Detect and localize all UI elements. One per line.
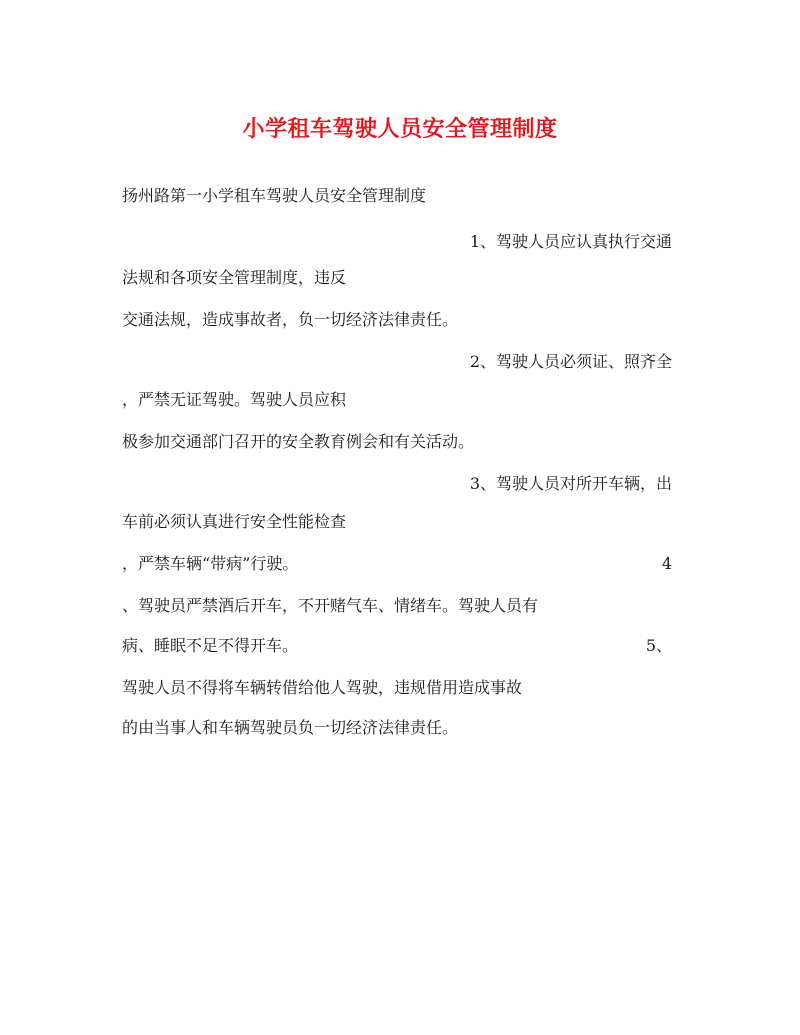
text-line: 极参加交通部门召开的安全教育例会和有关活动。 [122,432,475,451]
text-line: ，严禁车辆“带病”行驶。 [122,554,299,573]
text-line: 交通法规，造成事故者，负一切经济法律责任。 [122,310,459,329]
text-line-item4-number: 4 [661,554,672,573]
text-line: 车前必须认真进行安全性能检查 [122,512,347,531]
text-line: 驾驶人员不得将车辆转借给他人驾驶，违规借用造成事故 [122,678,523,697]
text-line: 法规和各项安全管理制度，违反 [122,268,347,287]
text-line: 病、睡眠不足不得开车。 [122,636,299,655]
text-line-item5-number: 5、 [645,636,672,655]
document-title: 小学租车驾驶人员安全管理制度 [242,116,558,142]
text-line: 的由当事人和车辆驾驶员负一切经济法律责任。 [122,718,459,737]
text-line: 、驾驶员严禁酒后开车，不开赌气车、情绪车。驾驶人员有 [122,596,539,615]
text-line-item1-start: 1、驾驶人员应认真执行交通 [469,232,672,251]
text-line: ，严禁无证驾驶。驾驶人员应积 [122,390,347,409]
text-line-subtitle: 扬州路第一小学租车驾驶人员安全管理制度 [122,186,427,205]
text-line-item2-start: 2、驾驶人员必须证、照齐全 [469,352,672,371]
text-line-item3-start: 3、驾驶人员对所开车辆，出 [469,474,672,493]
